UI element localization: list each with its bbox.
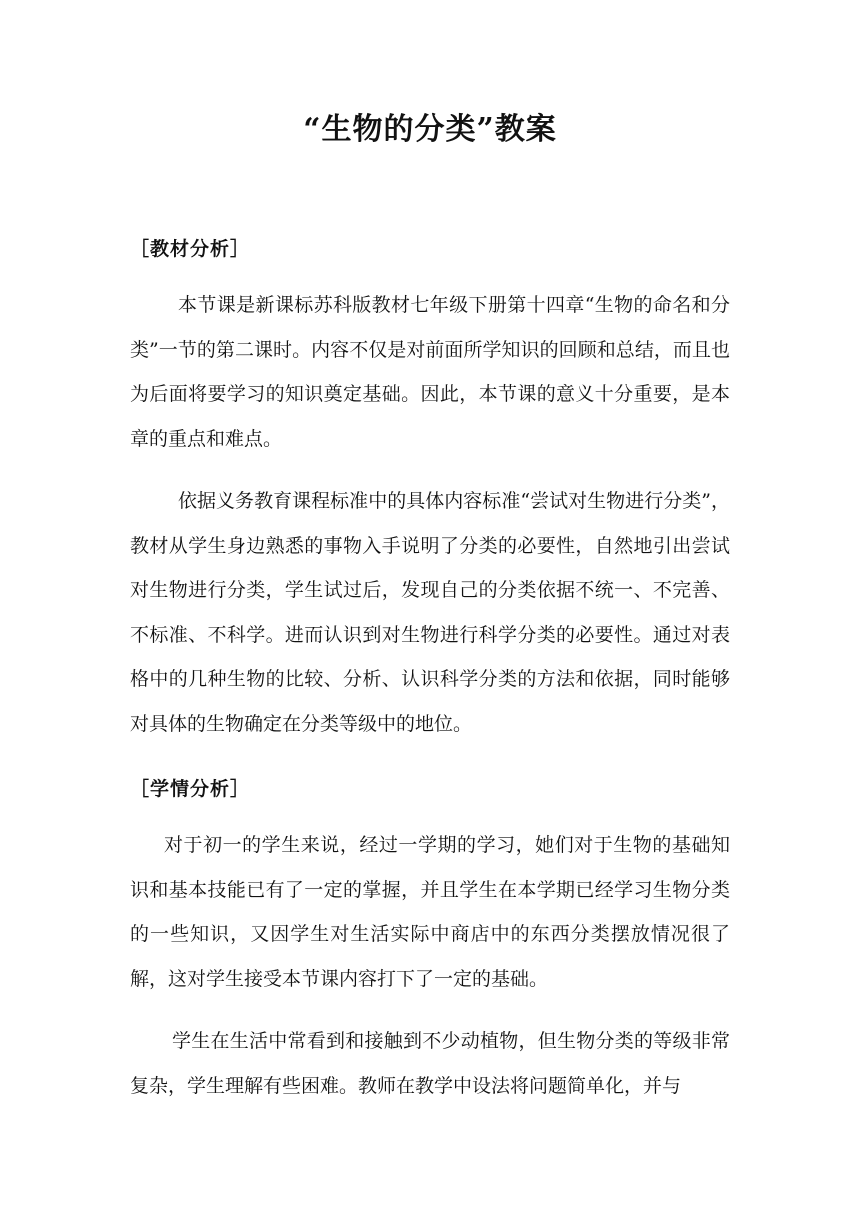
section-heading-student-analysis: ［学情分析］ [130,778,251,800]
document-title: “生物的分类”教案 [303,112,557,147]
paragraph-student-analysis-1: 对于初一的学生来说，经过一学期的学习，她们对于生物的基础知识和基本技能已有了一定的掌握，并且学生在本学期已经学习生物分类的一些知识，又因学生对生活实际中商店中的东西分类摆放情况很了解，这对学生接受本节课内容打下了一定的基础。 [130,834,730,990]
paragraph-student-analysis-2: 学生在生活中常看到和接触到不少动植物，但生物分类的等级非常复杂，学生理解有些困难。教师在教学中设法将问题简单化，并与 [130,1030,730,1097]
paragraph-textbook-analysis-2: 依据义务教育课程标准中的具体内容标准“尝试对生物进行分类”，教材从学生身边熟悉的事物入手说明了分类的必要性，自然地引出尝试对生物进行分类，学生试过后，发现自己的分类依据不统一、不完善、不标准、不科学。进而认识到对生物进行科学分类的必要性。通过对表格中的几种生物的比较、分析、认识科学分类的方法和依据，同时能够对具体的生物确定在分类等级中的地位。 [130,490,730,735]
paragraph-textbook-analysis-1: 本节课是新课标苏科版教材七年级下册第十四章“生物的命名和分类”一节的第二课时。内容不仅是对前面所学知识的回顾和总结，而且也为后面将要学习的知识奠定基础。因此，本节课的意义十分重要，是本章的重点和难点。 [130,294,730,450]
section-heading-textbook-analysis: ［教材分析］ [130,238,251,260]
